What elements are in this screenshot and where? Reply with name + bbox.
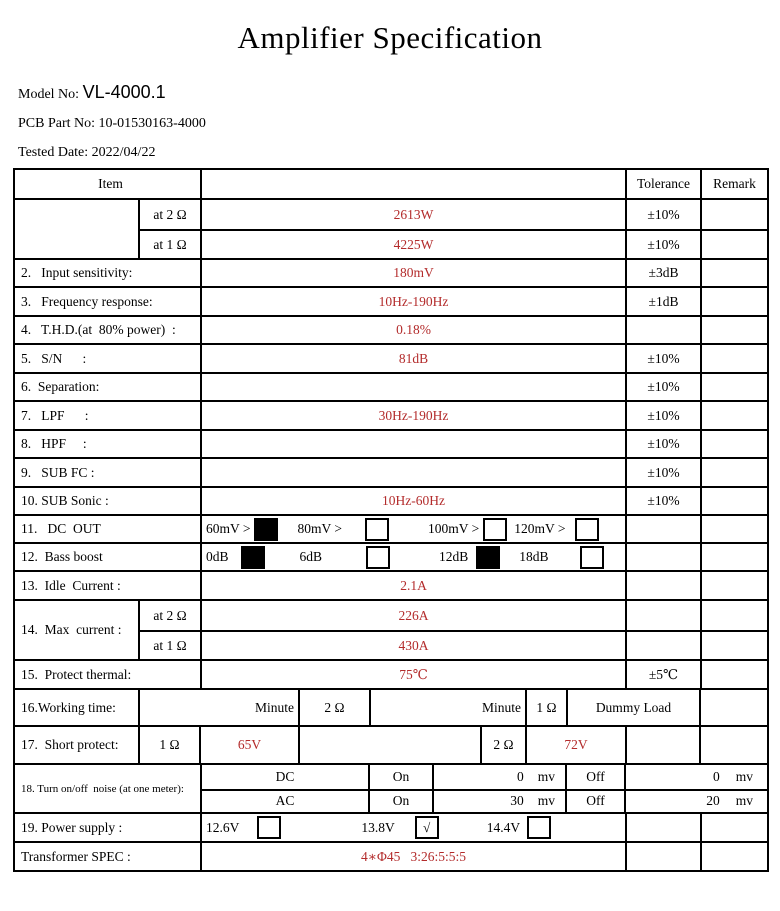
row-lpf [15, 400, 767, 429]
row-bass-boost [15, 542, 767, 570]
output-power-2ohm-tolerance: ±10% [627, 200, 702, 229]
row-tolerance: ±3dB [627, 260, 702, 286]
working-time-minute-1ohm: Minute [371, 690, 527, 725]
output-power-1ohm-remark [702, 231, 767, 258]
noise-dc-off-number: 0 [712, 768, 720, 784]
noise-ac-off-unit: mv [735, 793, 753, 809]
row-power-supply [15, 812, 767, 841]
transformer-value: 4∗Φ45 3:26:5:5:5 [202, 843, 627, 870]
row-remark [702, 402, 767, 429]
row-remark [702, 843, 767, 870]
working-time-2ohm-label: 2 Ω [300, 690, 371, 725]
dc-out-120mv-checkbox[interactable] [575, 518, 599, 541]
dc-out-60mv-checkbox[interactable] [254, 518, 278, 541]
row-label: 15. Protect thermal: [15, 661, 202, 688]
max-current-2ohm-sublabel: at 2 Ω [140, 601, 202, 630]
noise-ac-on-label: On [370, 791, 434, 813]
bass-boost-option-label: 18dB [519, 549, 549, 564]
dc-out-option-label: 60mV > [206, 521, 251, 536]
row-value: 75℃ [202, 661, 627, 688]
row-value: 81dB [202, 345, 627, 372]
row-remark [702, 544, 767, 570]
page-title: Amplifier Specification [237, 20, 543, 55]
spec-table [13, 168, 769, 872]
working-time-minute-2ohm: Minute [140, 690, 300, 725]
row-label: 16.Working time: [15, 690, 140, 725]
noise-dc-off-unit: mv [735, 768, 753, 784]
noise-dc-on-value [434, 765, 567, 789]
row-label: 9. SUB FC : [15, 459, 202, 486]
bass-boost-18db-checkbox[interactable] [580, 546, 604, 569]
row-tolerance: ±10% [627, 345, 702, 372]
row-noise [15, 763, 767, 812]
pcb-part-line [18, 116, 780, 132]
row-sn [15, 343, 767, 372]
row-frequency-response [15, 286, 767, 315]
row-label: 3. Frequency response: [15, 288, 202, 315]
short-protect-1ohm-value: 65V [201, 727, 300, 763]
max-current-1ohm-value: 430A [202, 632, 627, 659]
row-remark [702, 488, 767, 514]
noise-dc-off-label: Off [567, 765, 626, 789]
dc-out-option-label: 120mV > [514, 521, 566, 536]
header-tolerance: Tolerance [627, 170, 702, 198]
noise-dc-on-number: 0 [516, 768, 524, 784]
max-current-2ohm-value: 226A [202, 601, 627, 630]
row-thd [15, 315, 767, 343]
row-tolerance [627, 544, 702, 570]
row-value [202, 431, 627, 457]
row-dc-out [15, 514, 767, 542]
row-transformer-spec [15, 841, 767, 870]
row-tolerance: ±10% [627, 431, 702, 457]
short-protect-2ohm-value: 72V [527, 727, 627, 763]
table-header-row [15, 170, 767, 198]
max-current-1ohm-sublabel: at 1 Ω [140, 632, 202, 659]
short-protect-1ohm-label: 1 Ω [140, 727, 201, 763]
row-value: 10Hz-60Hz [202, 488, 627, 514]
row-label: 2. Input sensitivity: [15, 260, 202, 286]
row-remark [702, 431, 767, 457]
tested-date-value: 2022/04/22 [91, 145, 156, 160]
bass-boost-12db-checkbox[interactable] [476, 546, 500, 569]
row-value [202, 459, 627, 486]
output-power-1ohm-sublabel: at 1 Ω [140, 231, 202, 258]
power-supply-144v-checkbox[interactable] [527, 816, 551, 839]
bass-boost-6db-checkbox[interactable] [366, 546, 390, 569]
output-power-1ohm-row [140, 229, 767, 258]
row-remark [702, 661, 767, 688]
dc-out-options [202, 516, 627, 542]
noise-ac-row [202, 789, 767, 813]
noise-ac-type: AC [202, 791, 370, 813]
row-label: 19. Power supply : [15, 814, 202, 841]
row-value: 10Hz-190Hz [202, 288, 627, 315]
short-protect-remark [701, 727, 767, 763]
row-tolerance: ±10% [627, 488, 702, 514]
row-working-time [15, 688, 767, 725]
model-no-label: Model No: [18, 87, 83, 102]
row-label: 8. HPF : [15, 431, 202, 457]
noise-ac-off-label: Off [567, 791, 626, 813]
output-power-2ohm-value: 2613W [202, 200, 627, 229]
row-tolerance: ±10% [627, 459, 702, 486]
row-remark [702, 814, 767, 841]
row-remark [702, 572, 767, 599]
tested-date-label: Tested Date: [18, 145, 92, 160]
header-remark: Remark [713, 176, 756, 191]
output-power-1ohm-value: 4225W [202, 231, 627, 258]
dc-out-option-label: 80mV > [297, 521, 342, 536]
row-short-protect [15, 725, 767, 763]
row-remark [702, 459, 767, 486]
power-supply-option-label: 12.6V [206, 819, 240, 835]
row-label: 11. DC OUT [15, 516, 202, 542]
output-power-2ohm-row [140, 200, 767, 229]
bass-boost-option-label: 0dB [206, 549, 229, 564]
row-sub-fc [15, 457, 767, 486]
noise-dc-on-label: On [370, 765, 434, 789]
noise-label: 18. Turn on/off noise (at one meter): [15, 765, 202, 812]
max-current-1ohm-remark [702, 632, 767, 659]
power-supply-options [202, 814, 627, 841]
row-hpf [15, 429, 767, 457]
row-label: 4. T.H.D.(at 80% power) : [15, 317, 202, 343]
pcb-part-value: 10-01530163-4000 [98, 116, 206, 131]
noise-dc-on-unit: mv [537, 768, 555, 784]
max-current-1ohm-row [140, 630, 767, 659]
bass-boost-option-label: 6dB [299, 549, 323, 564]
row-value [202, 374, 627, 400]
row-tolerance: ±5℃ [627, 661, 702, 688]
row-remark [702, 260, 767, 286]
model-no-line [18, 82, 780, 103]
working-time-remark [701, 690, 767, 725]
row-tolerance [627, 516, 702, 542]
output-power-2ohm-remark [702, 200, 767, 229]
row-separation [15, 372, 767, 400]
short-protect-2ohm-label: 2 Ω [482, 727, 527, 763]
row-input-sensitivity [15, 258, 767, 286]
row-tolerance [627, 843, 702, 870]
row-tolerance [627, 317, 702, 343]
header-value [202, 170, 627, 198]
row-tolerance: ±10% [627, 374, 702, 400]
row-remark [702, 317, 767, 343]
noise-ac-on-unit: mv [537, 793, 555, 809]
row-label: Transformer SPEC : [15, 843, 202, 870]
row-idle-current [15, 570, 767, 599]
noise-ac-on-value [434, 791, 567, 813]
row-label: 5. S/N : [15, 345, 202, 372]
model-no-value: VL-4000.1 [82, 82, 166, 102]
noise-dc-off-value [626, 765, 767, 789]
row-remark [702, 288, 767, 315]
noise-dc-type: DC [202, 765, 370, 789]
row-protect-thermal [15, 659, 767, 688]
max-current-2ohm-row [140, 601, 767, 630]
short-protect-spacer [300, 727, 482, 763]
row-remark [702, 345, 767, 372]
row-value: 0.18% [202, 317, 627, 343]
working-time-dummy-load: Dummy Load [568, 690, 701, 725]
power-supply-option-label: 13.8V [361, 819, 395, 835]
max-current-2ohm-tolerance [627, 601, 702, 630]
bass-boost-options [202, 544, 627, 570]
tested-date-line [18, 145, 780, 161]
row-label: 13. Idle Current : [15, 572, 202, 599]
row-max-current [15, 599, 767, 659]
output-power-label [15, 200, 140, 258]
row-label: 10. SUB Sonic : [15, 488, 202, 514]
pcb-part-label: PCB Part No: [18, 116, 99, 131]
bass-boost-0db-checkbox[interactable] [241, 546, 265, 569]
header-item: Item [15, 170, 202, 198]
row-tolerance [627, 814, 702, 841]
dc-out-100mv-checkbox[interactable] [483, 518, 507, 541]
max-current-1ohm-tolerance [627, 632, 702, 659]
noise-ac-off-number: 20 [706, 793, 720, 809]
output-power-1ohm-tolerance: ±10% [627, 231, 702, 258]
row-tolerance: ±10% [627, 402, 702, 429]
noise-ac-on-number: 30 [510, 793, 524, 809]
row-value: 180mV [202, 260, 627, 286]
output-power-2ohm-sublabel: at 2 Ω [140, 200, 202, 229]
power-supply-138v-checkbox[interactable]: √ [415, 816, 439, 839]
power-supply-option-label: 14.4V [486, 819, 521, 835]
row-remark [702, 374, 767, 400]
noise-dc-row [202, 765, 767, 789]
noise-ac-off-value [626, 791, 767, 813]
meta-block [18, 82, 780, 161]
row-remark [702, 516, 767, 542]
row-label: 17. Short protect: [15, 727, 140, 763]
power-supply-126v-checkbox[interactable] [257, 816, 281, 839]
row-value: 2.1A [202, 572, 627, 599]
row-label: 6. Separation: [15, 374, 202, 400]
row-output-power [15, 198, 767, 258]
max-current-label: 14. Max current : [15, 601, 140, 659]
short-protect-empty [627, 727, 701, 763]
bass-boost-option-label: 12dB [439, 549, 469, 564]
row-sub-sonic [15, 486, 767, 514]
row-tolerance: ±1dB [627, 288, 702, 315]
row-tolerance [627, 572, 702, 599]
max-current-2ohm-remark [702, 601, 767, 630]
row-label: 12. Bass boost [15, 544, 202, 570]
dc-out-option-label: 100mV > [428, 521, 480, 536]
dc-out-80mv-checkbox[interactable] [365, 518, 389, 541]
row-label: 7. LPF : [15, 402, 202, 429]
working-time-1ohm-label: 1 Ω [527, 690, 568, 725]
row-value: 30Hz-190Hz [202, 402, 627, 429]
